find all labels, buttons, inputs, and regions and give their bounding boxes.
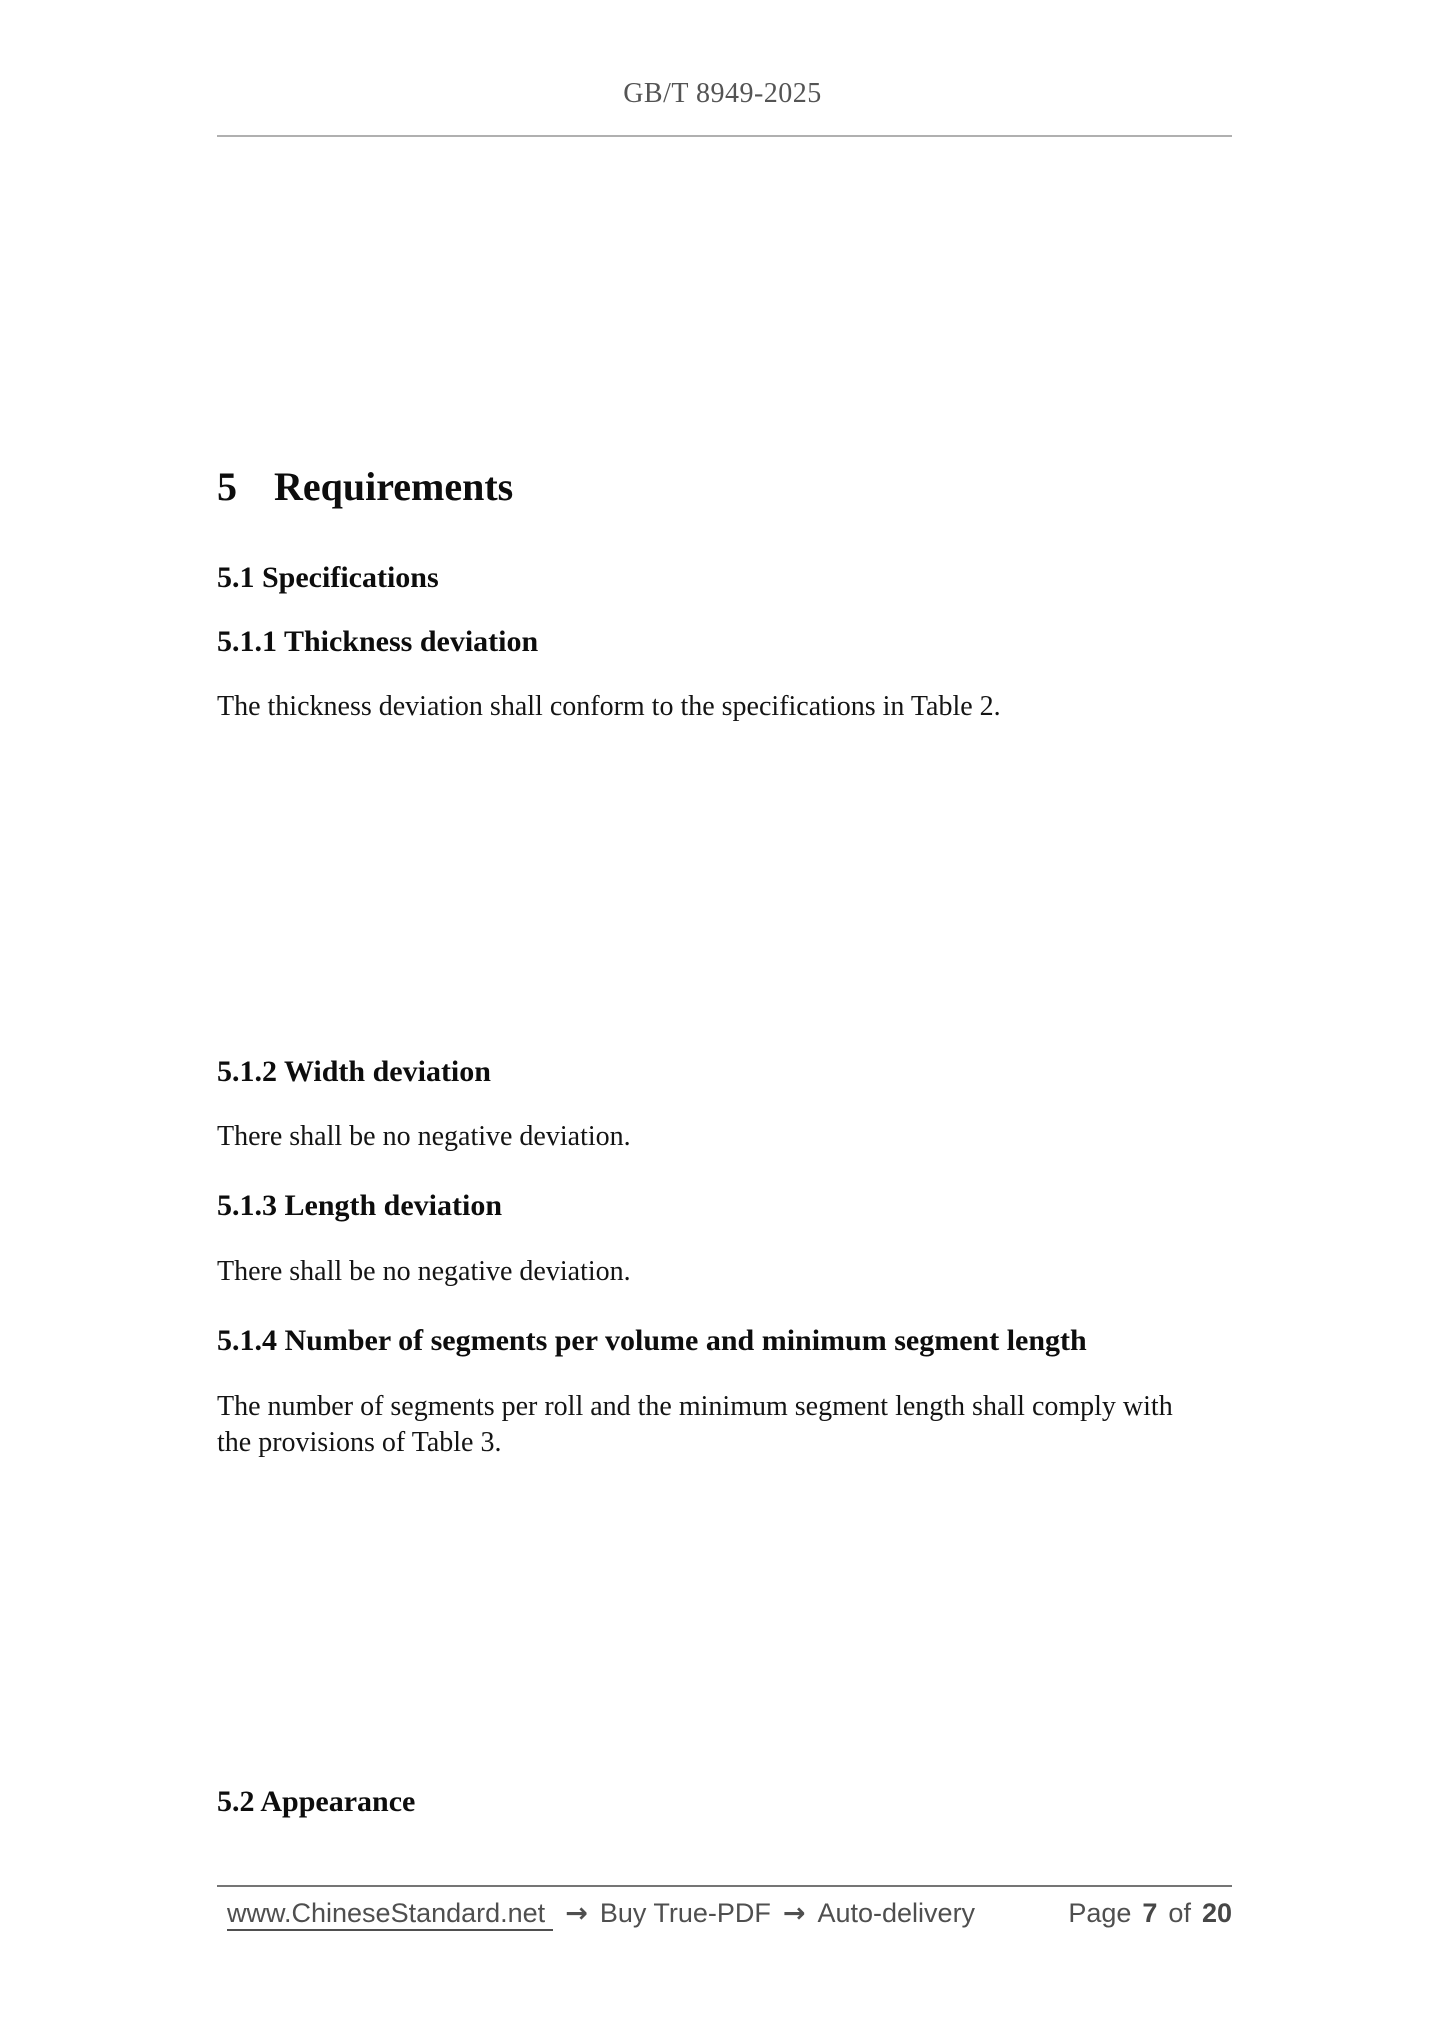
document-number: GB/T 8949-2025	[623, 78, 822, 109]
of-word: of	[1168, 1898, 1191, 1928]
chapter-number: 5	[217, 464, 237, 509]
paragraph-length-deviation: There shall be no negative deviation.	[217, 1256, 631, 1287]
subsubsection-heading-5-1-1: 5.1.1 Thickness deviation	[217, 625, 539, 658]
page-total: 20	[1201, 1898, 1232, 1928]
chapter-heading-5	[217, 464, 1232, 510]
footer-rule	[217, 1885, 1232, 1887]
paragraph-thickness-deviation: The thickness deviation shall conform to the specifications in Table 2.	[217, 691, 1001, 722]
footer-left-group	[217, 1898, 975, 1931]
subsubsection-heading-5-1-3: 5.1.3 Length deviation	[217, 1189, 503, 1222]
paragraph-segments-line-1: The number of segments per roll and the minimum segment length shall comply with	[217, 1391, 1173, 1422]
page-indicator	[1068, 1898, 1232, 1929]
page-current: 7	[1142, 1898, 1158, 1928]
paragraph-segments	[217, 1389, 1232, 1461]
subsubsection-heading-5-1-4: 5.1.4 Number of segments per volume and minimum segment length	[217, 1324, 1087, 1357]
subsection-heading-5-1: 5.1 Specifications	[217, 561, 439, 594]
buy-true-pdf-label: Buy True-PDF	[599, 1898, 771, 1928]
chapter-title: Requirements	[274, 464, 514, 509]
arrow-icon: →	[782, 1898, 806, 1929]
paragraph-segments-line-2: the provisions of Table 3.	[217, 1427, 502, 1458]
arrow-icon: →	[565, 1898, 588, 1929]
header-rule	[217, 135, 1232, 137]
page-footer	[217, 1898, 1232, 1931]
page-word: Page	[1068, 1898, 1132, 1928]
auto-delivery-label: Auto-delivery	[817, 1898, 976, 1928]
subsubsection-heading-5-1-2: 5.1.2 Width deviation	[217, 1055, 491, 1088]
subsection-heading-5-2: 5.2 Appearance	[217, 1785, 416, 1818]
site-link[interactable]: www.ChineseStandard.net	[227, 1898, 553, 1931]
paragraph-width-deviation: There shall be no negative deviation.	[217, 1121, 631, 1152]
